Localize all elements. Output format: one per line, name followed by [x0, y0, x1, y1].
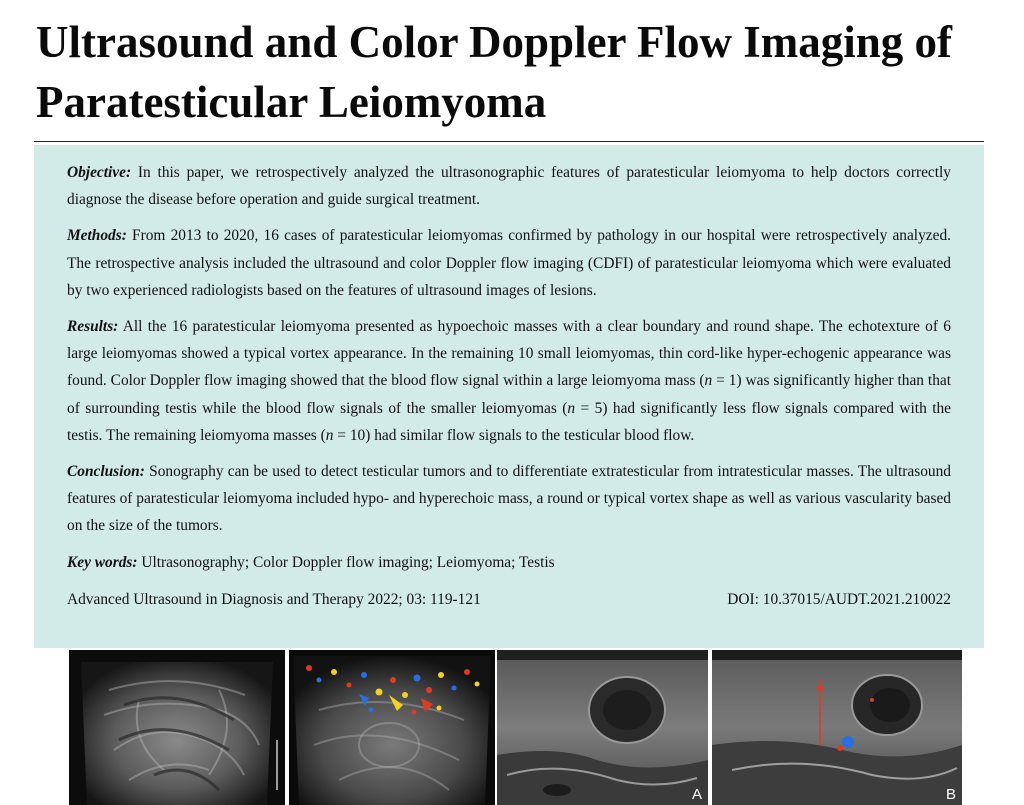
- methods-label: Methods:: [67, 227, 127, 245]
- panel-label-b: B: [945, 786, 956, 803]
- results-n-2: n: [567, 399, 576, 417]
- citation-row: [67, 586, 951, 613]
- results-text-1: All the 16 paratesticular leiomyoma presented as hypoechoic masses with a clear boundary and round shape. The echotexture of 6 large leiomyomas showed a typical vortex appearance. In the remaining 10 small leiomyomas, thin cord-like hyper-echogenic appearance was found. Color Doppler flow imaging showed that the blood flow signal within a large leiomyoma mass (: [67, 318, 951, 390]
- objective-text: In this paper, we retrospectively analyzed the ultrasonographic features of paratesticular leiomyoma to help doctors correctly diagnose the disease before operation and guide surgical treatment.: [67, 164, 951, 209]
- results-text-2: = 1) was significantly higher than that of surrounding testis while the blood flow signals of the smaller leiomyomas (: [67, 372, 952, 417]
- title-divider: [34, 141, 984, 142]
- abstract-box: [34, 145, 984, 648]
- panel-label-a: A: [691, 786, 702, 803]
- doppler-vortex-graphic: [289, 650, 495, 805]
- keywords-label: Key words:: [67, 553, 138, 571]
- conclusion-paragraph: [67, 458, 951, 540]
- journal-citation: Advanced Ultrasound in Diagnosis and Therapy 2022; 03: 119-121: [67, 590, 481, 608]
- conclusion-label: Conclusion:: [67, 463, 145, 481]
- doppler-image-vortex: [289, 650, 495, 805]
- results-label: Results:: [67, 318, 119, 336]
- keywords-paragraph: [67, 549, 951, 576]
- objective-label: Objective:: [67, 164, 132, 181]
- ultrasound-a-graphic: [497, 650, 708, 805]
- ultrasound-vortex-graphic: [69, 650, 285, 805]
- doi-link[interactable]: DOI: 10.37015/AUDT.2021.210022: [727, 590, 951, 608]
- objective-paragraph: [67, 159, 951, 213]
- paper-title: Ultrasound and Color Doppler Flow Imaging of Paratesticular Leiomyoma: [36, 17, 952, 127]
- results-text-3: = 5) had significantly less flow signals compared with the testis. The remaining leiomyoma masses (: [67, 399, 952, 444]
- results-n-3: n: [325, 426, 334, 444]
- results-n-1: n: [704, 372, 713, 390]
- ultrasound-image-vortex: [69, 650, 285, 805]
- doppler-b-graphic: [712, 650, 962, 805]
- results-text-4: = 10) had similar flow signals to the testicular blood flow.: [333, 426, 695, 444]
- keywords-text: Ultrasonography; Color Doppler flow imaging; Leiomyoma; Testis: [137, 553, 555, 571]
- figure-strip: [0, 650, 1024, 805]
- doppler-image-b: [712, 650, 962, 805]
- conclusion-text: Sonography can be used to detect testicular tumors and to differentiate extratesticular from intratesticular masses. The ultrasound features of paratesticular leiomyoma included hypo- and hyperechoic mass, a round or typical vortex shape as well as various vascularity based on the size of the tumors.: [67, 463, 951, 535]
- methods-text: From 2013 to 2020, 16 cases of paratesticular leiomyomas confirmed by pathology in our hospital were retrospectively analyzed. The retrospective analysis included the ultrasound and color Doppler flow imaging (CDFI) of paratesticular leiomyoma which were evaluated by two experienced radiologists based on the features of ultrasound images of lesions.: [67, 227, 951, 299]
- ultrasound-image-a: [497, 650, 708, 805]
- results-paragraph: [67, 313, 951, 449]
- methods-paragraph: [67, 222, 951, 304]
